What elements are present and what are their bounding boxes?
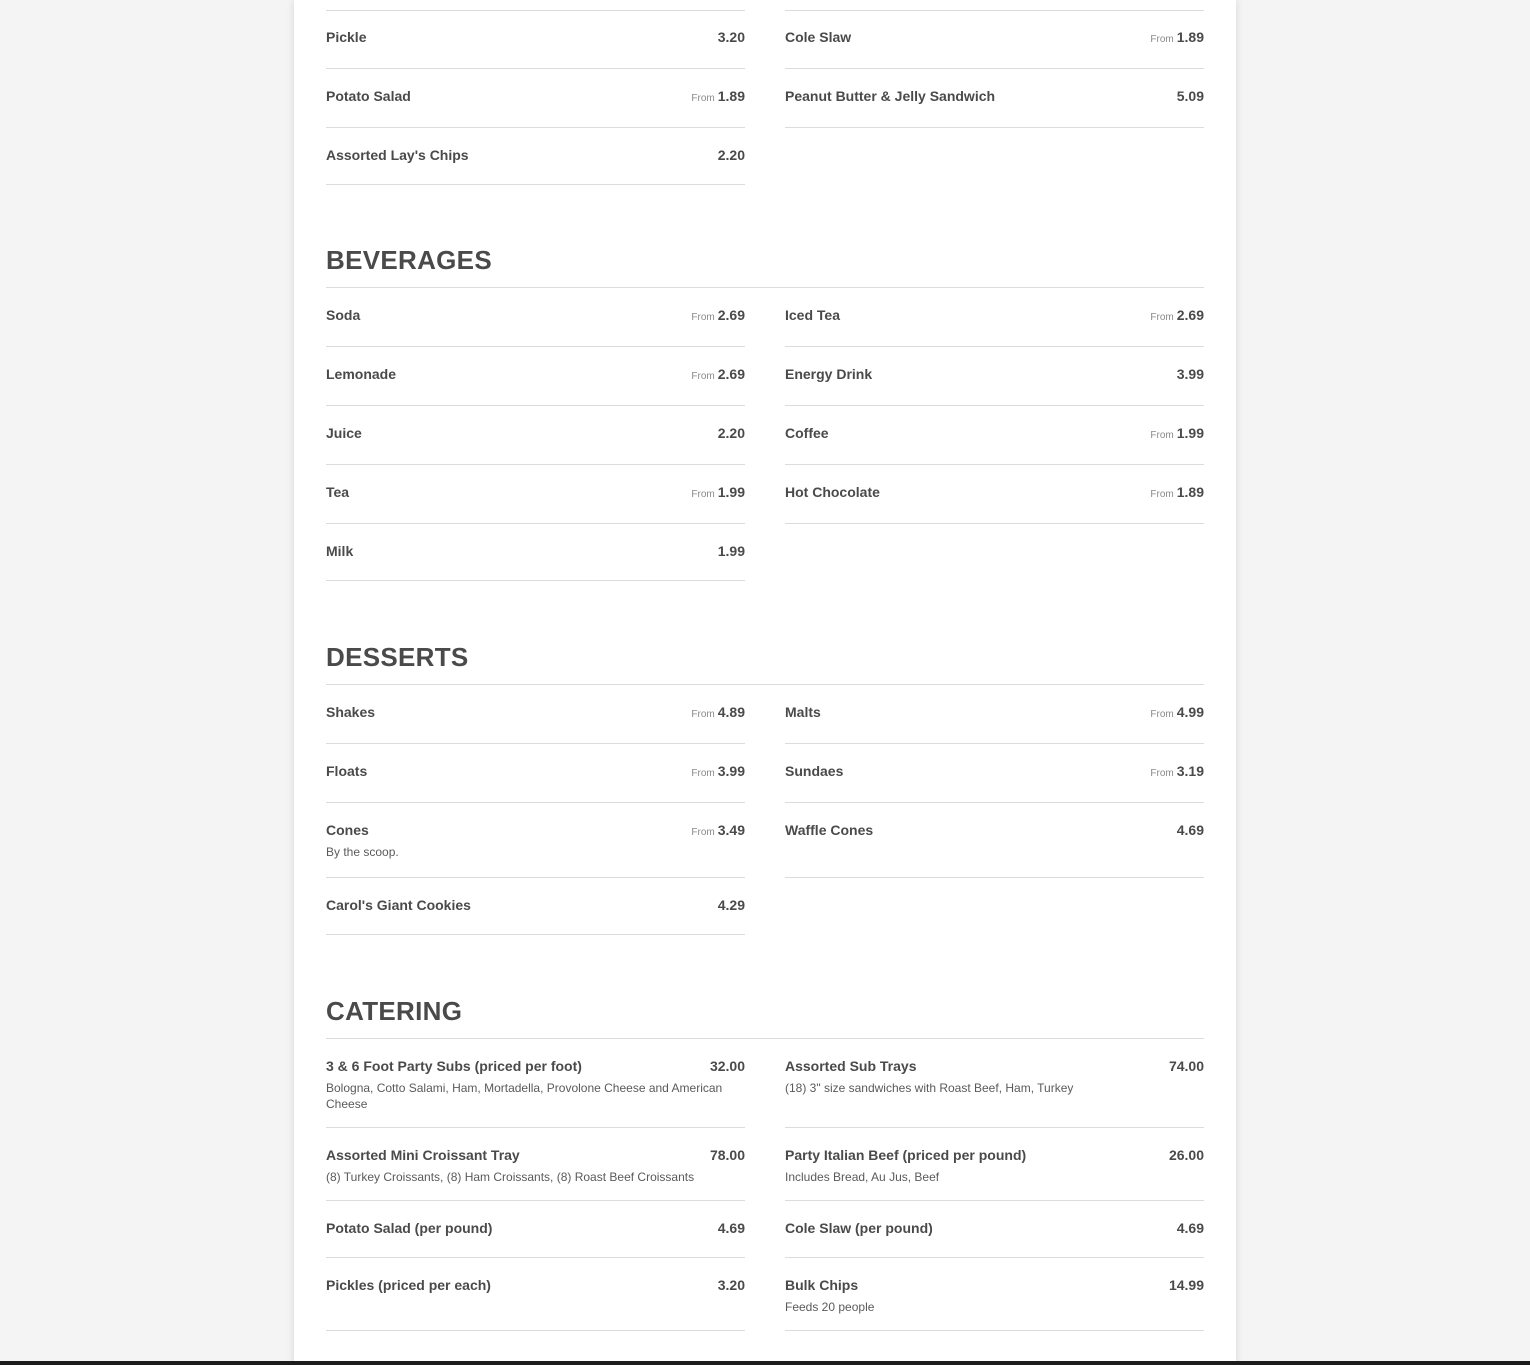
desserts-right-column bbox=[785, 685, 1204, 878]
sides-left-column bbox=[326, 10, 745, 185]
menu-item-name: Pickles (priced per each) bbox=[326, 1277, 491, 1293]
menu-item-description: (18) 3" size sandwiches with Roast Beef, Ham, Turkey bbox=[785, 1081, 1074, 1095]
menu-item-name: Coffee bbox=[785, 425, 829, 441]
menu-page bbox=[294, 0, 1236, 1365]
menu-item-price bbox=[1150, 704, 1204, 723]
menu-item[interactable] bbox=[785, 1258, 1204, 1331]
menu-item[interactable] bbox=[785, 69, 1204, 128]
menu-item-price bbox=[718, 425, 745, 441]
menu-item-name: Potato Salad (per pound) bbox=[326, 1220, 493, 1236]
price-amount: 2.20 bbox=[717, 425, 745, 441]
menu-item-price bbox=[691, 822, 745, 841]
menu-item[interactable] bbox=[326, 744, 745, 803]
menu-item[interactable] bbox=[326, 128, 745, 185]
price-from-label: From bbox=[1150, 768, 1174, 779]
menu-item-price bbox=[710, 1147, 745, 1163]
menu-item-description: Feeds 20 people bbox=[785, 1300, 875, 1314]
section-catering bbox=[326, 994, 1204, 1314]
menu-item[interactable] bbox=[326, 347, 745, 406]
menu-item-name: Iced Tea bbox=[785, 307, 840, 323]
price-amount: 4.29 bbox=[717, 897, 745, 913]
price-from-label: From bbox=[691, 312, 715, 323]
menu-item[interactable] bbox=[785, 1201, 1204, 1258]
price-amount: 3.20 bbox=[717, 1277, 745, 1293]
price-amount: 2.69 bbox=[717, 307, 745, 323]
menu-item-name: Assorted Sub Trays bbox=[785, 1058, 917, 1074]
price-amount: 1.99 bbox=[717, 484, 745, 500]
menu-item-price bbox=[710, 1058, 745, 1074]
price-from-label: From bbox=[691, 489, 715, 500]
price-amount: 3.20 bbox=[717, 29, 745, 45]
price-amount: 4.99 bbox=[1176, 704, 1204, 720]
menu-item-price bbox=[718, 29, 745, 45]
menu-item-name: Assorted Mini Croissant Tray bbox=[326, 1147, 520, 1163]
menu-item-price bbox=[718, 897, 745, 913]
beverages-left-column bbox=[326, 288, 745, 581]
menu-item-name: Potato Salad bbox=[326, 88, 411, 104]
menu-item-price bbox=[1177, 88, 1204, 104]
menu-item-price bbox=[718, 543, 745, 559]
menu-item-price bbox=[1177, 822, 1204, 838]
menu-item-description: By the scoop. bbox=[326, 845, 399, 859]
price-amount: 3.99 bbox=[717, 763, 745, 779]
price-amount: 5.09 bbox=[1176, 88, 1204, 104]
price-from-label: From bbox=[1150, 34, 1174, 45]
menu-item-name: Party Italian Beef (priced per pound) bbox=[785, 1147, 1027, 1163]
menu-item-price bbox=[691, 704, 745, 723]
menu-item[interactable] bbox=[326, 406, 745, 465]
price-amount: 3.49 bbox=[717, 822, 745, 838]
price-amount: 26.00 bbox=[1168, 1147, 1204, 1163]
menu-item[interactable] bbox=[785, 685, 1204, 744]
price-amount: 1.89 bbox=[1176, 29, 1204, 45]
menu-item[interactable] bbox=[326, 1039, 745, 1128]
price-from-label: From bbox=[1150, 312, 1174, 323]
menu-item[interactable] bbox=[326, 288, 745, 347]
menu-item-name: Lemonade bbox=[326, 366, 397, 382]
price-from-label: From bbox=[691, 827, 715, 838]
menu-item-name: Tea bbox=[326, 484, 350, 500]
menu-item-name: Soda bbox=[326, 307, 361, 323]
price-amount: 3.19 bbox=[1176, 763, 1204, 779]
price-from-label: From bbox=[691, 768, 715, 779]
menu-item-name: Waffle Cones bbox=[785, 822, 874, 838]
menu-item-price bbox=[691, 88, 745, 107]
price-amount: 3.99 bbox=[1176, 366, 1204, 382]
menu-item-name: Peanut Butter & Jelly Sandwich bbox=[785, 88, 996, 104]
price-amount: 4.89 bbox=[717, 704, 745, 720]
price-amount: 2.69 bbox=[1176, 307, 1204, 323]
price-amount: 1.99 bbox=[717, 543, 745, 559]
menu-item-name: Bulk Chips bbox=[785, 1277, 859, 1293]
menu-item-name: Pickle bbox=[326, 29, 367, 45]
section-title-desserts: DESSERTS bbox=[326, 642, 469, 672]
sides-right-column bbox=[785, 10, 1204, 128]
menu-item[interactable] bbox=[326, 803, 745, 878]
menu-item-price bbox=[1150, 425, 1204, 444]
menu-item-name: Sundaes bbox=[785, 763, 844, 779]
menu-item[interactable] bbox=[785, 465, 1204, 524]
price-amount: 4.69 bbox=[717, 1220, 745, 1236]
bottom-bar bbox=[0, 1361, 1530, 1365]
section-desserts bbox=[326, 640, 1204, 913]
price-amount: 78.00 bbox=[709, 1147, 745, 1163]
menu-item-price bbox=[1150, 763, 1204, 782]
price-amount: 1.99 bbox=[1176, 425, 1204, 441]
menu-item-name: Juice bbox=[326, 425, 362, 441]
price-amount: 2.20 bbox=[717, 147, 745, 163]
menu-item-price bbox=[1150, 484, 1204, 503]
menu-item[interactable] bbox=[326, 1258, 745, 1331]
menu-item-name: Carol's Giant Cookies bbox=[326, 897, 471, 913]
menu-item-description: Includes Bread, Au Jus, Beef bbox=[785, 1170, 940, 1184]
menu-item-description: (8) Turkey Croissants, (8) Ham Croissants, (8) Roast Beef Croissants bbox=[326, 1170, 695, 1184]
menu-item[interactable] bbox=[326, 69, 745, 128]
menu-item-price bbox=[691, 366, 745, 385]
menu-item-price bbox=[718, 147, 745, 163]
menu-item[interactable] bbox=[785, 1128, 1204, 1201]
menu-item[interactable] bbox=[785, 10, 1204, 69]
beverages-right-column bbox=[785, 288, 1204, 524]
menu-item[interactable] bbox=[326, 685, 745, 744]
price-amount: 2.69 bbox=[717, 366, 745, 382]
menu-item-price bbox=[718, 1277, 745, 1293]
menu-item[interactable] bbox=[326, 10, 745, 69]
menu-item[interactable] bbox=[326, 465, 745, 524]
menu-item-name: 3 & 6 Foot Party Subs (priced per foot) bbox=[326, 1058, 582, 1074]
menu-item[interactable] bbox=[785, 288, 1204, 347]
menu-item-name: Cole Slaw bbox=[785, 29, 852, 45]
menu-item[interactable] bbox=[785, 406, 1204, 465]
menu-item[interactable] bbox=[785, 803, 1204, 878]
price-amount: 74.00 bbox=[1168, 1058, 1204, 1074]
menu-item[interactable] bbox=[326, 878, 745, 935]
catering-left-column bbox=[326, 1039, 745, 1331]
menu-item-price bbox=[1150, 307, 1204, 326]
price-from-label: From bbox=[1150, 489, 1174, 500]
menu-item-name: Energy Drink bbox=[785, 366, 873, 382]
menu-item[interactable] bbox=[326, 524, 745, 581]
menu-item[interactable] bbox=[785, 1039, 1204, 1128]
price-amount: 4.69 bbox=[1176, 822, 1204, 838]
menu-item-price bbox=[1169, 1277, 1204, 1293]
price-amount: 1.89 bbox=[1176, 484, 1204, 500]
price-amount: 32.00 bbox=[709, 1058, 745, 1074]
menu-item-name: Floats bbox=[326, 763, 368, 779]
menu-item-price bbox=[1177, 1220, 1204, 1236]
price-from-label: From bbox=[691, 93, 715, 104]
price-from-label: From bbox=[691, 371, 715, 382]
menu-item-price bbox=[1177, 366, 1204, 382]
menu-item-price bbox=[1169, 1147, 1204, 1163]
menu-item-price bbox=[691, 484, 745, 503]
price-amount: 14.99 bbox=[1168, 1277, 1204, 1293]
menu-item-price bbox=[718, 1220, 745, 1236]
desserts-left-column bbox=[326, 685, 745, 935]
menu-item-name: Malts bbox=[785, 704, 821, 720]
menu-item[interactable] bbox=[326, 1201, 745, 1258]
price-amount: 4.69 bbox=[1176, 1220, 1204, 1236]
section-title-beverages: BEVERAGES bbox=[326, 245, 492, 275]
menu-item-price bbox=[691, 763, 745, 782]
menu-item-name: Cole Slaw (per pound) bbox=[785, 1220, 933, 1236]
menu-item-price bbox=[1150, 29, 1204, 48]
menu-item-price bbox=[1169, 1058, 1204, 1074]
catering-right-column bbox=[785, 1039, 1204, 1331]
price-from-label: From bbox=[691, 709, 715, 720]
section-beverages bbox=[326, 243, 1204, 559]
menu-item-description: Bologna, Cotto Salami, Ham, Mortadella, Provolone Cheese and American Cheese bbox=[326, 1081, 723, 1111]
section-title-catering: CATERING bbox=[326, 996, 463, 1026]
menu-item[interactable] bbox=[326, 1128, 745, 1201]
menu-item-name: Shakes bbox=[326, 704, 376, 720]
menu-item-price bbox=[691, 307, 745, 326]
menu-item-name: Assorted Lay's Chips bbox=[326, 147, 469, 163]
price-from-label: From bbox=[1150, 709, 1174, 720]
menu-item[interactable] bbox=[785, 744, 1204, 803]
price-amount: 1.89 bbox=[717, 88, 745, 104]
menu-item[interactable] bbox=[785, 347, 1204, 406]
menu-item-name: Cones bbox=[326, 822, 369, 838]
menu-item-name: Hot Chocolate bbox=[785, 484, 880, 500]
price-from-label: From bbox=[1150, 430, 1174, 441]
menu-item-name: Milk bbox=[326, 543, 354, 559]
